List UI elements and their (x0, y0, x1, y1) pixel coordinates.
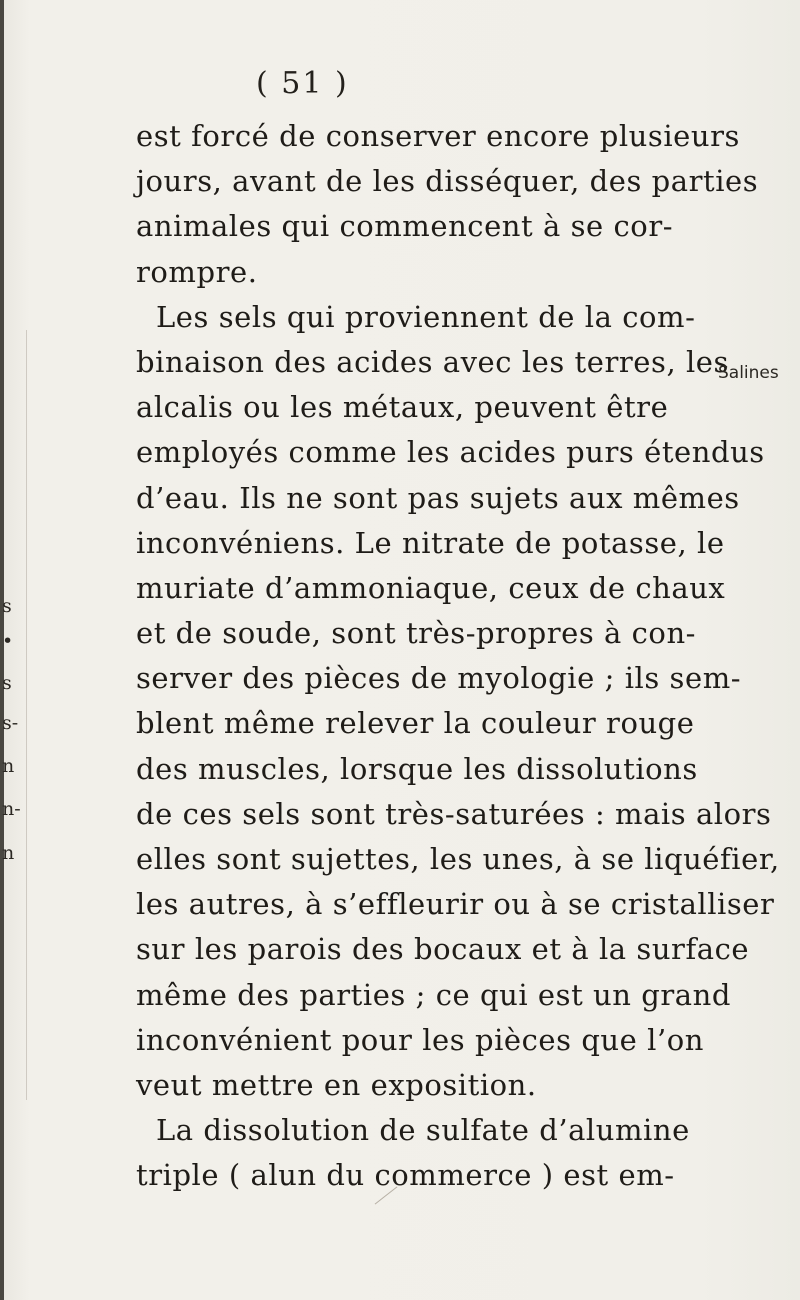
text-line: sur les parois des bocaux et à la surface (136, 932, 750, 967)
edge-fragment: n- (2, 798, 21, 820)
edge-fragment: n (2, 755, 15, 777)
text-line: elles sont sujettes, les unes, à se liquéfier, (136, 842, 780, 876)
page-number: ( 51 ) (256, 66, 349, 101)
text-line: rompre. (136, 254, 258, 289)
text-line: et de soude, sont très-propres à con- (136, 616, 697, 651)
text-line: est forcé de conserver encore plusieurs (136, 119, 740, 153)
text-line: binaison des acides avec les terres, les (136, 344, 729, 379)
text-line: des muscles, lorsque les dissolutions (136, 751, 698, 786)
text-line: jours, avant de les disséquer, des parties (136, 164, 759, 199)
text-line: les autres, à s’effleurir ou à se cristalliser (136, 887, 775, 922)
text-line: d’eau. Ils ne sont pas sujets aux mêmes (136, 480, 740, 515)
text-line: inconvénient pour les pièces que l’on (136, 1022, 704, 1057)
text-line: animales qui commencent à se cor- (136, 209, 674, 244)
binding-shadow (26, 330, 27, 1100)
edge-fragment: s- (2, 712, 19, 734)
paragraph-start-line: Les sels qui proviennent de la com- (156, 299, 696, 334)
margin-note: Salines (718, 363, 779, 383)
edge-fragment: n (2, 842, 15, 864)
paragraph-start-line: La dissolution de sulfate d’alumine (156, 1113, 690, 1148)
text-line: veut mettre en exposition. (136, 1067, 537, 1102)
text-line: triple ( alun du commerce ) est em- (136, 1158, 675, 1193)
text-line: de ces sels sont très-saturées : mais alors (136, 796, 772, 831)
text-line: inconvéniens. Le nitrate de potasse, le (136, 525, 725, 560)
text-line: employés comme les acides purs étendus (136, 435, 765, 470)
text-line: blent même relever la couleur rouge (136, 706, 695, 741)
edge-fragment: • (2, 630, 14, 652)
text-line: même des parties ; ce qui est un grand (136, 977, 731, 1012)
text-line: muriate d’ammoniaque, ceux de chaux (136, 570, 726, 605)
edge-fragment: s (2, 595, 12, 617)
text-line: alcalis ou les métaux, peuvent être (136, 390, 669, 425)
text-line: server des pièces de myologie ; ils sem- (136, 661, 742, 696)
left-edge-fragments (0, 560, 24, 1120)
edge-fragment: s (2, 672, 12, 694)
